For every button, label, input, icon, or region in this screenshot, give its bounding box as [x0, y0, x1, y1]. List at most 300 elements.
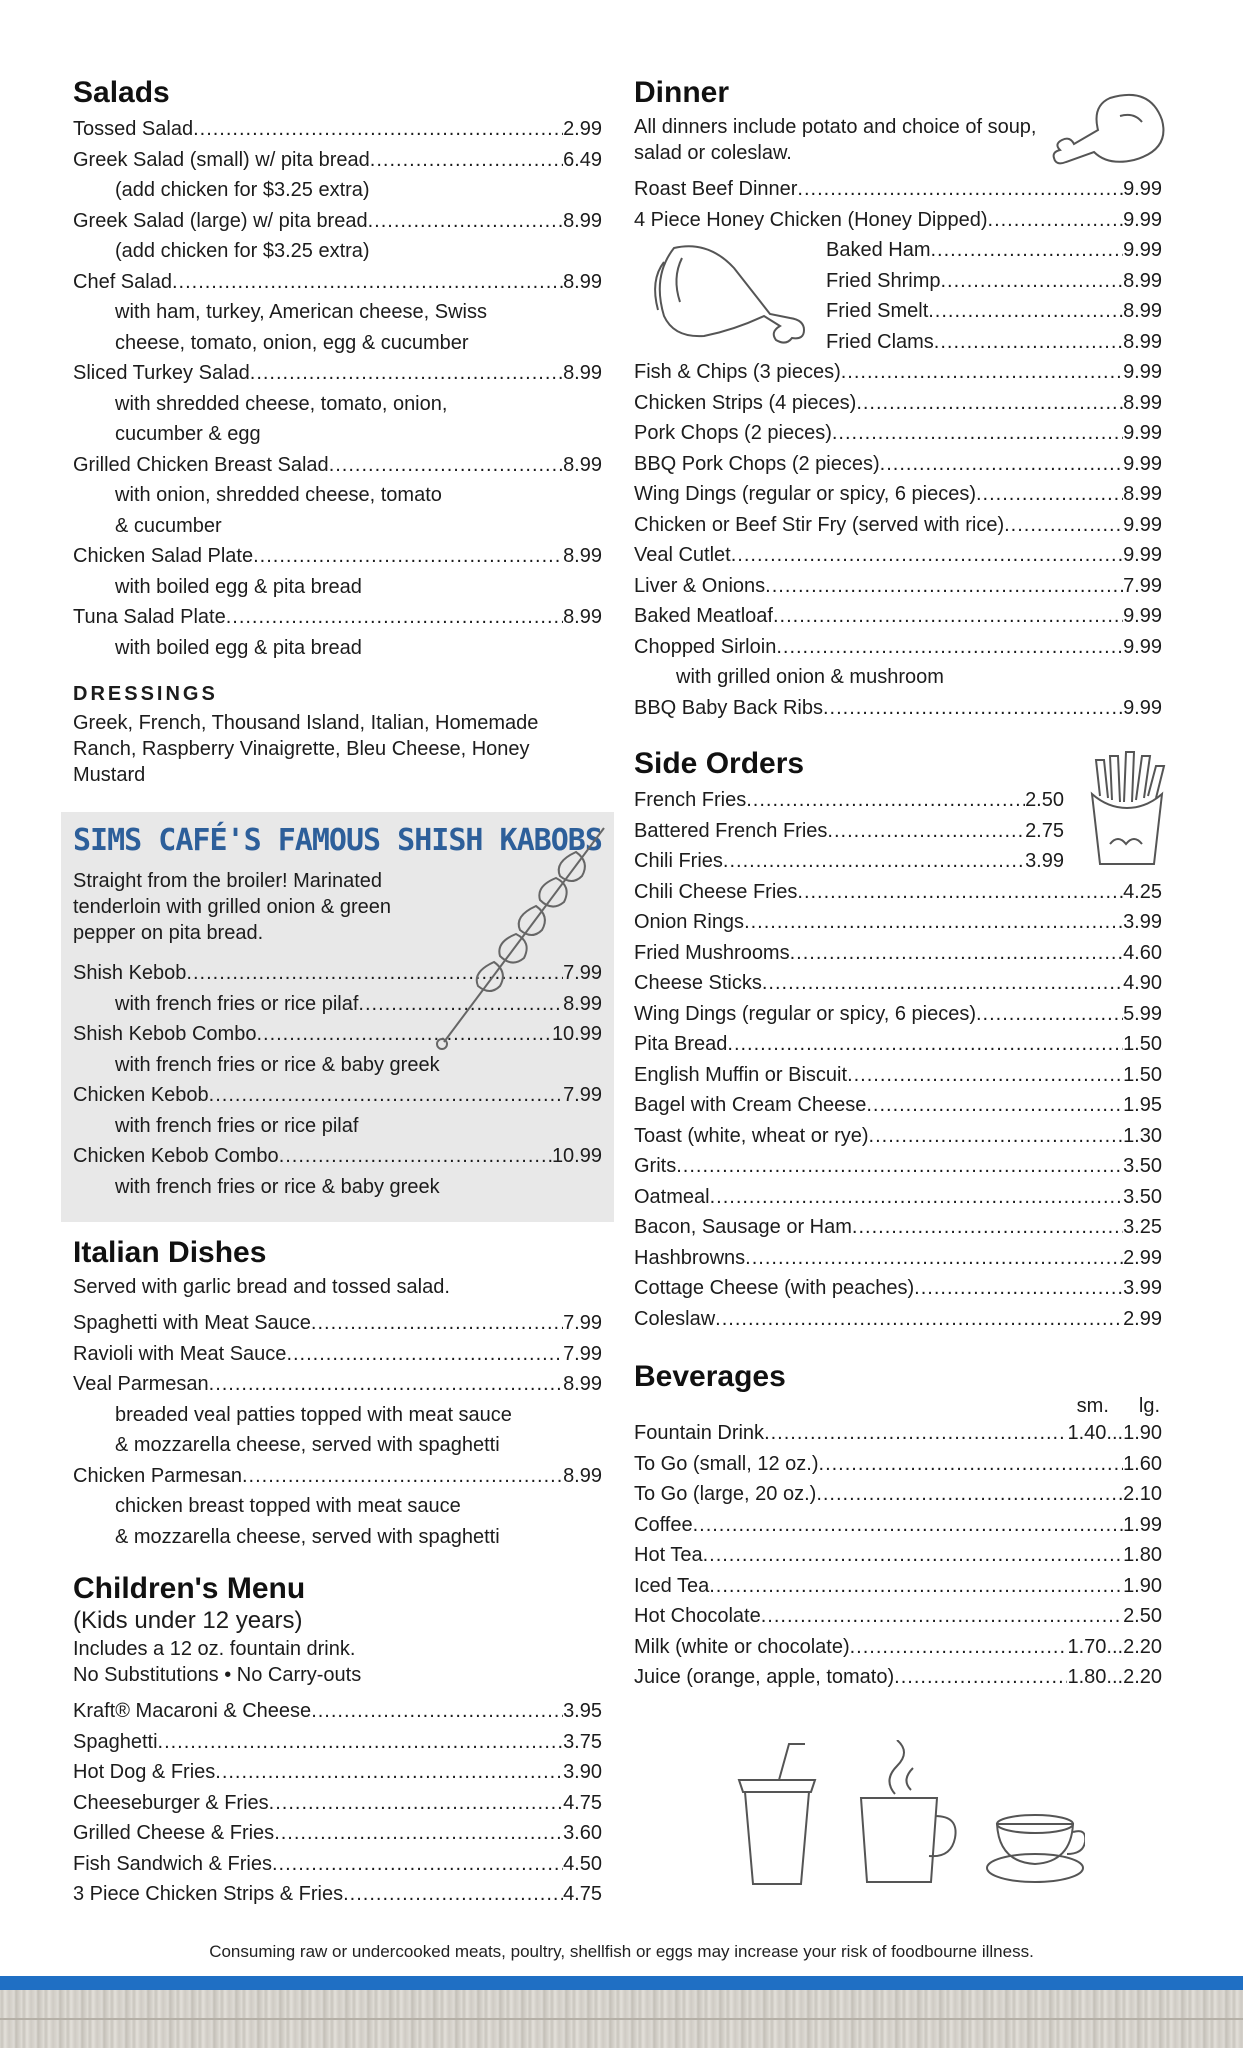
- item-price: 7.99: [563, 962, 602, 984]
- item-name: Chicken or Beef Stir Fry (served with rice): [634, 513, 1005, 536]
- beverages-list: [634, 1418, 1162, 1693]
- menu-item: [634, 479, 1162, 510]
- dressings-title: DRESSINGS: [73, 683, 218, 705]
- italian-title: Italian Dishes: [73, 1236, 267, 1269]
- item-price: 9.99: [1123, 178, 1162, 200]
- item-description: cucumber & egg: [115, 423, 261, 445]
- item-price: 9.99: [1123, 696, 1162, 719]
- dot-leader: [976, 479, 1123, 510]
- dot-leader: [744, 907, 1123, 938]
- item-price: 8.99: [563, 1464, 602, 1487]
- item-name: Roast Beef Dinner: [634, 178, 798, 200]
- item-name: Shish Kebob Combo: [73, 1023, 257, 1045]
- item-price: 9.99: [1123, 513, 1162, 536]
- item-price: 1.50: [1123, 1033, 1162, 1055]
- item-name: Shish Kebob: [73, 962, 187, 984]
- menu-item: [73, 450, 602, 481]
- item-name: Bagel with Cream Cheese: [634, 1094, 867, 1116]
- dot-leader: [715, 1304, 1123, 1335]
- item-name: Hot Chocolate: [634, 1605, 761, 1627]
- dot-leader: [827, 816, 1025, 847]
- item-price: 1.80...2.20: [1067, 1666, 1162, 1688]
- dot-leader: [852, 1212, 1123, 1243]
- menu-item: [73, 267, 602, 298]
- item-name: Pita Bread: [634, 1033, 728, 1055]
- menu-item: [634, 1212, 1162, 1243]
- item-price: 4.25: [1123, 880, 1162, 903]
- item-price: 8.99: [1123, 483, 1162, 505]
- item-price: 8.99: [563, 545, 602, 567]
- kabob-title: SIMS CAFÉ'S FAMOUS SHISH KABOBS: [73, 823, 602, 858]
- dot-leader: [311, 1696, 563, 1727]
- item-name: Fish Sandwich & Fries: [73, 1852, 272, 1875]
- item-price: 2.50: [1025, 789, 1064, 811]
- item-name: Oatmeal: [634, 1185, 710, 1208]
- menu-item: [73, 1727, 602, 1758]
- dot-leader: [761, 1601, 1123, 1632]
- item-price: 3.60: [563, 1822, 602, 1844]
- menu-item: [73, 602, 602, 633]
- beverages-section: [634, 1360, 1162, 1693]
- item-price: 8.99: [563, 270, 602, 293]
- dot-leader: [745, 1243, 1123, 1274]
- menu-item: [634, 999, 1162, 1030]
- item-name: Liver & Onions: [634, 574, 766, 597]
- item-name: Fried Mushrooms: [634, 941, 790, 964]
- dot-leader: [894, 1662, 1067, 1693]
- item-description: & mozzarella cheese, served with spaghetti: [115, 1525, 500, 1548]
- item-price: 1.60: [1123, 1452, 1162, 1475]
- item-price: 2.99: [1123, 1307, 1162, 1330]
- item-name: Veal Cutlet: [634, 544, 731, 566]
- dinner-list-a: [634, 174, 1162, 235]
- menu-item: [634, 418, 1162, 449]
- menu-item: [634, 1029, 1162, 1060]
- item-name: Ravioli with Meat Sauce: [73, 1342, 287, 1365]
- item-price: 9.99: [1123, 239, 1162, 261]
- item-name: French Fries: [634, 789, 747, 811]
- dot-leader: [269, 1788, 563, 1819]
- dot-leader: [272, 1849, 563, 1880]
- menu-item: [634, 1449, 1162, 1480]
- dot-leader: [370, 145, 563, 176]
- dot-leader: [368, 206, 563, 237]
- item-name: To Go (small, 12 oz.): [634, 1452, 819, 1475]
- menu-item: [73, 1879, 602, 1910]
- menu-item: [634, 1662, 1162, 1693]
- dinner-title: Dinner: [634, 76, 730, 109]
- dot-leader: [790, 938, 1123, 969]
- item-name: Kraft® Macaroni & Cheese: [73, 1700, 312, 1722]
- item-price: 4.60: [1123, 941, 1162, 964]
- menu-item: [634, 1632, 1162, 1663]
- italian-section: [73, 1236, 602, 1552]
- item-price: 8.99: [563, 606, 602, 628]
- dot-leader: [158, 1727, 564, 1758]
- soda-cup-icon: [739, 1744, 815, 1884]
- menu-item: [73, 1080, 602, 1111]
- coffee-mug-icon: [861, 1740, 956, 1882]
- item-price: 3.90: [563, 1761, 602, 1783]
- dot-leader: [250, 358, 563, 389]
- menu-item: [73, 1849, 602, 1880]
- salads-section: [73, 76, 602, 663]
- item-name: Chili Fries: [634, 850, 723, 872]
- dot-leader: [856, 388, 1123, 419]
- item-name: Chicken Kebob: [73, 1084, 209, 1106]
- item-price: 2.99: [563, 118, 602, 140]
- dot-leader: [866, 1090, 1123, 1121]
- children-section: [73, 1572, 602, 1910]
- dot-leader: [242, 1461, 563, 1492]
- menu-item: [634, 449, 1162, 480]
- dot-leader: [703, 1540, 1123, 1571]
- item-description: with onion, shredded cheese, tomato: [115, 484, 442, 506]
- item-price: 3.50: [1123, 1185, 1162, 1208]
- left-column: [73, 76, 602, 788]
- dinner-list-b: [634, 357, 1162, 723]
- menu-item: [73, 1369, 602, 1400]
- item-name: Milk (white or chocolate): [634, 1635, 850, 1658]
- item-name: Fish & Chips (3 pieces): [634, 361, 841, 383]
- dot-leader: [193, 114, 563, 145]
- beverages-title: Beverages: [634, 1360, 786, 1393]
- teacup-icon: [987, 1815, 1085, 1882]
- dot-leader: [773, 601, 1123, 632]
- item-name: Wing Dings (regular or spicy, 6 pieces): [634, 1002, 976, 1025]
- dot-leader: [797, 174, 1123, 205]
- item-price: 8.99: [1123, 330, 1162, 353]
- item-price: 9.99: [1123, 208, 1162, 231]
- item-description: with french fries or rice pilaf: [115, 1114, 359, 1137]
- dot-leader: [727, 1029, 1123, 1060]
- dot-leader: [988, 205, 1124, 236]
- item-description: cheese, tomato, onion, egg & cucumber: [115, 331, 469, 354]
- size-small-label: sm.: [1076, 1395, 1109, 1417]
- sides-section: [634, 747, 1162, 1334]
- menu-item: [634, 632, 1162, 663]
- item-price: 9.99: [1123, 605, 1162, 627]
- item-price: 3.25: [1123, 1216, 1162, 1238]
- children-subtitle: (Kids under 12 years): [73, 1607, 303, 1634]
- menu-item: [634, 1418, 1162, 1449]
- item-name: Cottage Cheese (with peaches): [634, 1277, 915, 1299]
- item-price: 1.30: [1123, 1124, 1162, 1147]
- dot-leader: [172, 267, 563, 298]
- dot-leader: [940, 266, 1123, 297]
- menu-item: [634, 1510, 1162, 1541]
- item-description: with boiled egg & pita bread: [115, 636, 362, 659]
- menu-item: [73, 358, 602, 389]
- item-name: Greek Salad (large) w/ pita bread: [73, 209, 368, 232]
- item-description: with grilled onion & mushroom: [676, 666, 944, 688]
- item-description: with shredded cheese, tomato, onion,: [115, 392, 448, 415]
- dot-leader: [880, 449, 1123, 480]
- menu-item: [634, 1571, 1162, 1602]
- dot-leader: [693, 1510, 1123, 1541]
- item-price: 1.90: [1123, 1574, 1162, 1597]
- item-price: 3.75: [563, 1730, 602, 1753]
- item-price: 8.99: [563, 362, 602, 384]
- footer-blue-bar: [0, 1976, 1243, 1990]
- item-name: Bacon, Sausage or Ham: [634, 1216, 852, 1238]
- left-column-lower: [73, 1236, 602, 1910]
- sides-title: Side Orders: [634, 747, 805, 780]
- item-price: 4.50: [563, 1852, 602, 1875]
- item-name: Tuna Salad Plate: [73, 606, 226, 628]
- dot-leader: [776, 632, 1123, 663]
- item-price: 8.99: [1123, 391, 1162, 414]
- sides-list: [634, 877, 1162, 1335]
- item-name: 4 Piece Honey Chicken (Honey Dipped): [634, 208, 988, 231]
- menu-item: [634, 968, 1162, 999]
- item-name: Juice (orange, apple, tomato): [634, 1666, 895, 1688]
- item-name: Pork Chops (2 pieces): [634, 422, 832, 444]
- ham-icon: [634, 242, 824, 352]
- item-price: 1.80: [1123, 1544, 1162, 1566]
- menu-item: [634, 205, 1162, 236]
- menu-item: [73, 114, 602, 145]
- item-price: 7.99: [563, 1084, 602, 1106]
- item-price: 7.99: [563, 1312, 602, 1334]
- item-description: & mozzarella cheese, served with spaghetti: [115, 1434, 500, 1456]
- menu-item: [73, 1818, 602, 1849]
- dot-leader: [797, 877, 1123, 908]
- menu-item: [73, 1141, 602, 1172]
- item-name: Fried Shrimp: [826, 269, 941, 292]
- beverage-illustrations: [735, 1740, 1085, 1890]
- dot-leader: [286, 1339, 563, 1370]
- dot-leader: [253, 541, 563, 572]
- item-price: 8.99: [1123, 269, 1162, 292]
- menu-item: [634, 816, 1064, 847]
- item-description: breaded veal patties topped with meat sauce: [115, 1403, 512, 1426]
- menu-item: [634, 601, 1162, 632]
- item-name: Chef Salad: [73, 270, 172, 293]
- item-price: 2.10: [1123, 1483, 1162, 1505]
- dot-leader: [215, 1757, 563, 1788]
- menu-item: [73, 145, 602, 176]
- item-name: Chili Cheese Fries: [634, 880, 798, 903]
- dot-leader: [226, 602, 563, 633]
- menu-item: [73, 1308, 602, 1339]
- item-name: Spaghetti with Meat Sauce: [73, 1312, 311, 1334]
- item-name: Cheese Sticks: [634, 972, 762, 994]
- dot-leader: [709, 1571, 1123, 1602]
- dot-leader: [847, 1060, 1123, 1091]
- dot-leader: [765, 571, 1123, 602]
- menu-item: [634, 877, 1162, 908]
- salads-title: Salads: [73, 76, 170, 109]
- item-price: 7.99: [1123, 574, 1162, 597]
- item-price: 8.99: [563, 992, 602, 1015]
- item-price: 5.99: [1123, 1002, 1162, 1025]
- item-name: Chopped Sirloin: [634, 635, 777, 658]
- dot-leader: [816, 1479, 1123, 1510]
- item-name: Fountain Drink: [634, 1422, 765, 1444]
- dot-leader: [209, 1080, 563, 1111]
- item-price: 1.70...2.20: [1067, 1635, 1162, 1658]
- item-name: 3 Piece Chicken Strips & Fries: [73, 1883, 344, 1905]
- menu-item: [634, 846, 1064, 877]
- item-name: Baked Meatloaf: [634, 605, 773, 627]
- item-name: Grilled Cheese & Fries: [73, 1822, 275, 1844]
- menu-item: [634, 1540, 1162, 1571]
- item-name: Hot Dog & Fries: [73, 1761, 216, 1783]
- item-name: Chicken Salad Plate: [73, 545, 254, 567]
- dot-leader: [931, 235, 1124, 266]
- menu-item: [634, 174, 1162, 205]
- item-price: 2.99: [1123, 1246, 1162, 1269]
- fries-icon: [1084, 748, 1170, 870]
- item-name: Veal Parmesan: [73, 1373, 209, 1395]
- beverage-size-header: [634, 1394, 1162, 1418]
- chicken-leg-icon: [1050, 86, 1170, 168]
- item-name: English Muffin or Biscuit: [634, 1063, 848, 1086]
- item-name: Coffee: [634, 1513, 693, 1536]
- item-price: 8.99: [563, 453, 602, 476]
- item-price: 1.95: [1123, 1094, 1162, 1116]
- dot-leader: [934, 327, 1123, 358]
- item-name: Greek Salad (small) w/ pita bread: [73, 148, 370, 171]
- menu-item: [634, 388, 1162, 419]
- item-name: Baked Ham: [826, 239, 931, 261]
- item-name: Spaghetti: [73, 1730, 158, 1753]
- item-name: Grits: [634, 1155, 677, 1177]
- italian-list: [73, 1308, 602, 1552]
- menu-item: [634, 938, 1162, 969]
- menu-item: [73, 1757, 602, 1788]
- menu-item: [73, 1788, 602, 1819]
- item-price: 8.99: [1123, 300, 1162, 322]
- item-name: Chicken Strips (4 pieces): [634, 391, 857, 414]
- dot-leader: [841, 357, 1123, 388]
- dot-leader: [850, 1632, 1068, 1663]
- menu-item: [634, 907, 1162, 938]
- item-description: chicken breast topped with meat sauce: [115, 1495, 461, 1517]
- item-description: with boiled egg & pita bread: [115, 575, 362, 598]
- item-name: with french fries or rice pilaf: [115, 992, 359, 1015]
- item-price: 3.99: [1123, 1277, 1162, 1299]
- item-price: 1.99: [1123, 1513, 1162, 1536]
- item-price: 8.99: [563, 1373, 602, 1395]
- item-name: Wing Dings (regular or spicy, 6 pieces): [634, 483, 976, 505]
- item-price: 1.40...1.90: [1067, 1422, 1162, 1444]
- dot-leader: [914, 1273, 1123, 1304]
- dot-leader: [676, 1151, 1123, 1182]
- item-name: Coleslaw: [634, 1307, 716, 1330]
- item-price: 1.50: [1123, 1063, 1162, 1086]
- item-description: (add chicken for $3.25 extra): [115, 240, 370, 262]
- kabob-icon: [426, 822, 616, 1052]
- item-name: Cheeseburger & Fries: [73, 1791, 269, 1814]
- menu-item: [73, 1339, 602, 1370]
- menu-item: [73, 1696, 602, 1727]
- item-description: & cucumber: [115, 514, 222, 537]
- item-name: Onion Rings: [634, 911, 745, 933]
- item-description: with french fries or rice & baby greek: [115, 1053, 440, 1076]
- dot-leader: [329, 450, 563, 481]
- children-title: Children's Menu: [73, 1572, 306, 1605]
- menu-item: [634, 1121, 1162, 1152]
- menu-item: [634, 1060, 1162, 1091]
- item-name: Fried Clams: [826, 330, 934, 353]
- item-price: 3.95: [563, 1700, 602, 1722]
- item-price: 10.99: [551, 1023, 602, 1045]
- item-name: Iced Tea: [634, 1574, 710, 1597]
- item-name: Sliced Turkey Salad: [73, 362, 250, 384]
- item-name: Hashbrowns: [634, 1246, 746, 1269]
- dot-leader: [1004, 510, 1123, 541]
- item-name: Grilled Chicken Breast Salad: [73, 453, 329, 476]
- menu-item: [634, 357, 1162, 388]
- dressings-text: Greek, French, Thousand Island, Italian, Homemade Ranch, Raspberry Vinaigrette, Bleu Cheese, Honey Mustard: [73, 712, 539, 786]
- menu-item: [634, 1601, 1162, 1632]
- menu-item: [634, 1182, 1162, 1213]
- dot-leader: [746, 785, 1025, 816]
- dot-leader: [723, 846, 1025, 877]
- item-price: 9.99: [1123, 544, 1162, 566]
- item-name: Tossed Salad: [73, 118, 194, 140]
- size-large-label: lg.: [1138, 1395, 1160, 1417]
- item-description: with french fries or rice & baby greek: [115, 1175, 440, 1198]
- kabob-panel: [61, 812, 614, 1222]
- item-price: 9.99: [1123, 361, 1162, 383]
- footer-wood-line: [0, 2018, 1243, 2020]
- menu-item: [634, 510, 1162, 541]
- dot-leader: [209, 1369, 563, 1400]
- item-name: Hot Tea: [634, 1544, 703, 1566]
- dinner-section: [634, 76, 1162, 723]
- item-description: with ham, turkey, American cheese, Swiss: [115, 301, 487, 323]
- item-price: 9.99: [1123, 452, 1162, 475]
- dot-leader: [976, 999, 1123, 1030]
- menu-item: [634, 1151, 1162, 1182]
- sides-list-short: [634, 785, 1064, 877]
- salads-list: [73, 114, 602, 663]
- dot-leader: [869, 1121, 1124, 1152]
- item-price: 10.99: [551, 1145, 602, 1167]
- dot-leader: [731, 540, 1123, 571]
- menu-item: [634, 1479, 1162, 1510]
- menu-item: [634, 1090, 1162, 1121]
- menu-item: [634, 1304, 1162, 1335]
- disclaimer: Consuming raw or undercooked meats, poultry, shellfish or eggs may increase your risk of foodbourne illness.: [209, 1942, 1034, 1961]
- item-name: Chicken Kebob Combo: [73, 1145, 279, 1167]
- item-price: 4.75: [563, 1791, 602, 1814]
- dinner-note: All dinners include potato and choice of soup, salad or coleslaw.: [634, 116, 1037, 164]
- item-description: (add chicken for $3.25 extra): [115, 179, 370, 201]
- item-price: 3.50: [1123, 1155, 1162, 1177]
- dot-leader: [928, 296, 1123, 327]
- kabob-description: Straight from the broiler! Marinated tenderloin with grilled onion & green pepper on pita bread.: [73, 870, 391, 944]
- item-name: BBQ Pork Chops (2 pieces): [634, 452, 880, 475]
- item-price: 6.49: [563, 148, 602, 171]
- menu-item: [634, 785, 1064, 816]
- dot-leader: [832, 418, 1123, 449]
- item-name: Fried Smelt: [826, 300, 929, 322]
- item-price: 4.90: [1123, 972, 1162, 994]
- item-name: Chicken Parmesan: [73, 1464, 242, 1487]
- dot-leader: [279, 1141, 552, 1172]
- dot-leader: [343, 1879, 563, 1910]
- dot-leader: [762, 968, 1123, 999]
- item-price: 2.75: [1025, 819, 1064, 842]
- menu-item: [73, 1461, 602, 1492]
- menu-item: [634, 1273, 1162, 1304]
- menu-item: [73, 541, 602, 572]
- item-name: To Go (large, 20 oz.): [634, 1483, 817, 1505]
